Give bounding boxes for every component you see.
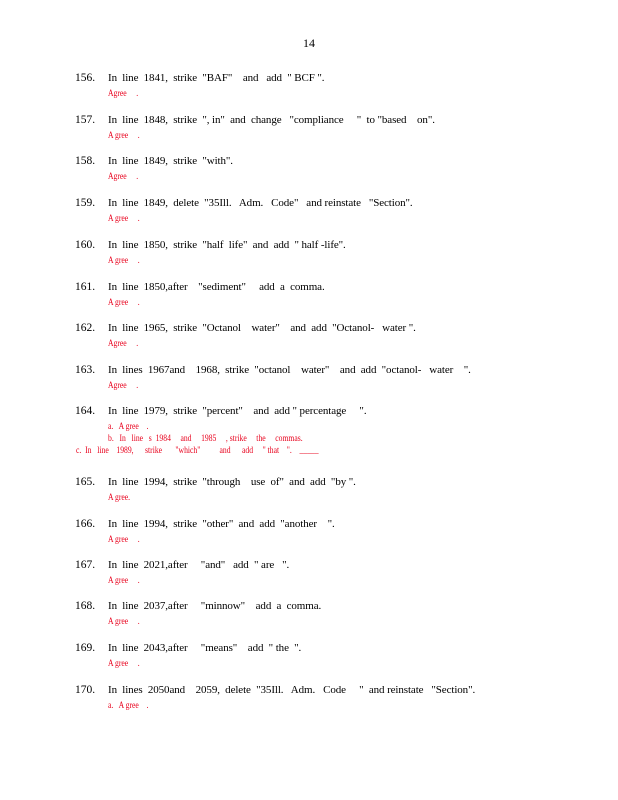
response-note: A gree . (108, 575, 140, 585)
response-note: c. In line 1989, strike "which" and add " that ". _____ (76, 445, 319, 455)
response-note: A gree . (108, 297, 140, 307)
amendment-text: In line 2021,after "and" add " are ". (108, 559, 290, 571)
amendment-text: In line 1994, strike "through use of" and add "by ". (108, 476, 356, 488)
amendment-number: 165. (75, 476, 96, 488)
amendment-item (0, 559, 618, 599)
amendment-number: 161. (75, 281, 96, 293)
amendment-text: In line 2037,after "minnow" add a comma. (108, 600, 322, 612)
amendment-item (0, 684, 618, 724)
amendment-item (0, 364, 618, 404)
amendment-number: 157. (75, 114, 96, 126)
amendment-item (0, 239, 618, 279)
amendment-text: In line 1979, strike "percent" and add " percentage ". (108, 405, 367, 417)
amendment-number: 164. (75, 405, 96, 417)
amendment-text: In line 1850, strike "half life" and add " half -life". (108, 239, 346, 251)
amendment-text: In lines 2050and 2059, delete "35Ill. Adm. Code " and reinstate "Section". (108, 684, 476, 696)
amendment-item (0, 197, 618, 237)
amendment-number: 160. (75, 239, 96, 251)
amendment-text: In line 2043,after "means" add " the ". (108, 642, 302, 654)
amendment-text: In line 1850,after "sediment" add a comma. (108, 281, 325, 293)
amendment-item (0, 600, 618, 640)
amendment-number: 163. (75, 364, 96, 376)
amendment-item (0, 72, 618, 112)
amendment-number: 156. (75, 72, 96, 84)
response-note: A gree . (108, 213, 140, 223)
response-note: A gree . (108, 534, 140, 544)
response-note: A gree . (108, 255, 140, 265)
amendment-item (0, 281, 618, 321)
amendment-number: 170. (75, 684, 96, 696)
amendment-text: In line 1965, strike "Octanol water" and add "Octanol- water ". (108, 322, 416, 334)
amendment-item (0, 114, 618, 154)
amendment-item (0, 155, 618, 195)
page-number: 14 (303, 36, 315, 50)
amendment-text: In line 1849, strike "with". (108, 155, 233, 167)
amendment-number: 162. (75, 322, 96, 334)
response-note: a. A gree . (108, 700, 149, 710)
amendment-item (0, 518, 618, 558)
response-note: A gree. (108, 492, 131, 502)
response-note: Agree . (108, 338, 139, 348)
response-note: Agree . (108, 171, 139, 181)
amendment-item (0, 322, 618, 362)
response-note: A gree . (108, 616, 140, 626)
amendment-text: In line 1848, strike ", in" and change "compliance " to "based on". (108, 114, 435, 126)
amendment-number: 158. (75, 155, 96, 167)
response-note: a. A gree . (108, 421, 149, 431)
response-note: Agree . (108, 88, 139, 98)
amendment-text: In line 1841, strike "BAF" and add " BCF ". (108, 72, 325, 84)
amendment-text: In lines 1967and 1968, strike "octanol water" and add "octanol- water ". (108, 364, 471, 376)
amendment-item (0, 476, 618, 516)
response-note: b. In line s 1984 and 1985 , strike the commas. (108, 433, 303, 443)
amendment-text: In line 1994, strike "other" and add "another ". (108, 518, 335, 530)
amendment-text: In line 1849, delete "35Ill. Adm. Code" and reinstate "Section". (108, 197, 413, 209)
amendment-number: 166. (75, 518, 96, 530)
amendment-item (0, 405, 618, 455)
amendment-number: 168. (75, 600, 96, 612)
amendment-item (0, 642, 618, 682)
amendment-number: 159. (75, 197, 96, 209)
amendment-number: 169. (75, 642, 96, 654)
amendment-number: 167. (75, 559, 96, 571)
response-note: A gree . (108, 130, 140, 140)
response-note: Agree . (108, 380, 139, 390)
response-note: A gree . (108, 658, 140, 668)
